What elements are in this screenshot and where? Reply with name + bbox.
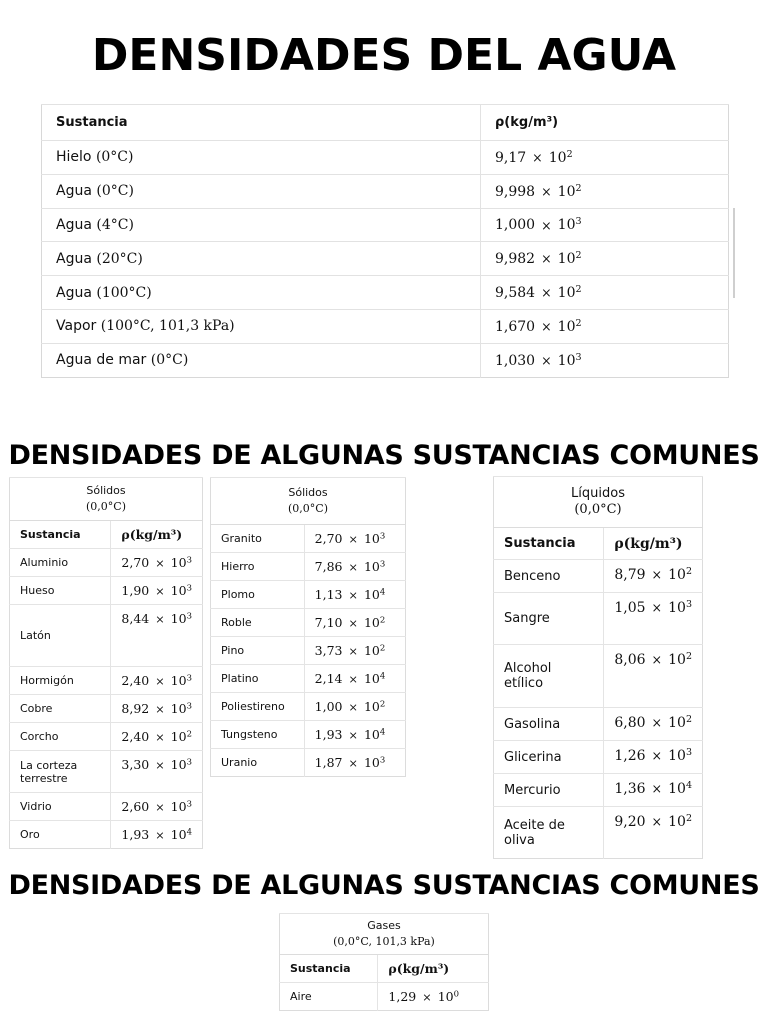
times-symbol: ×	[348, 757, 358, 770]
table-row	[280, 983, 489, 1011]
table-row	[10, 605, 203, 667]
exponent: 2	[575, 317, 582, 329]
base: 10	[557, 352, 576, 369]
exponent: 2	[575, 182, 582, 194]
exponent: 2	[575, 283, 582, 295]
mantissa: 1,00	[314, 699, 343, 714]
times-symbol: ×	[348, 533, 358, 546]
substance-name: Platino	[211, 665, 305, 693]
base: 10	[557, 217, 576, 234]
table-row	[10, 667, 203, 695]
header-density: ρ(kg/m³)	[111, 521, 203, 549]
substance-condition: (20°C)	[96, 250, 143, 267]
density-value	[481, 242, 729, 276]
density-value	[304, 637, 405, 665]
density-value	[304, 609, 405, 637]
page-title: DENSIDADES DEL AGUA	[91, 30, 677, 81]
caption-row	[10, 478, 203, 521]
density-value	[481, 141, 729, 175]
mantissa: 1,13	[314, 587, 343, 602]
exponent: 2	[186, 729, 192, 740]
caption-title: Sólidos	[86, 484, 126, 497]
substance-condition: (100°C)	[96, 284, 152, 301]
base: 10	[170, 799, 187, 814]
times-symbol: ×	[651, 748, 663, 764]
mantissa: 2,40	[121, 729, 150, 744]
table-row	[10, 577, 203, 605]
table-row	[211, 693, 406, 721]
mantissa: 9,998	[495, 183, 536, 200]
exponent: 3	[575, 216, 582, 228]
table-row	[42, 276, 729, 310]
mantissa: 7,10	[314, 615, 343, 630]
times-symbol: ×	[651, 781, 663, 797]
density-value	[604, 807, 703, 859]
density-value	[111, 667, 203, 695]
exponent: 3	[186, 757, 192, 768]
mantissa: 1,93	[121, 827, 150, 842]
times-symbol: ×	[651, 814, 663, 830]
exponent: 3	[186, 611, 192, 622]
times-symbol: ×	[651, 715, 663, 731]
table-caption	[211, 478, 406, 525]
header-row	[42, 105, 729, 141]
base: 10	[363, 755, 380, 770]
caption-condition: (0,0°C)	[288, 502, 328, 515]
substance-name: Benceno	[494, 560, 604, 593]
density-value	[481, 208, 729, 242]
substance-name: Roble	[211, 609, 305, 637]
table-row	[10, 723, 203, 751]
mantissa: 9,20	[614, 814, 646, 831]
base: 10	[170, 583, 187, 598]
substance-cell	[42, 208, 481, 242]
table-row	[211, 553, 406, 581]
density-value	[604, 593, 703, 645]
exponent: 2	[575, 250, 582, 262]
substance-name: Aceite de oliva	[494, 807, 604, 859]
substance-name: Oro	[10, 821, 111, 849]
exponent: 3	[379, 531, 386, 542]
exponent: 2	[566, 148, 573, 160]
mantissa: 1,29	[388, 989, 417, 1004]
base: 10	[668, 567, 686, 584]
substance-cell	[42, 141, 481, 175]
substance-name: Hueso	[10, 577, 111, 605]
table-row	[494, 560, 703, 593]
substance-name: Gasolina	[494, 708, 604, 741]
density-value	[604, 741, 703, 774]
table-row	[211, 581, 406, 609]
density-value	[304, 525, 405, 553]
caption-condition: (0,0°C, 101,3 kPa)	[333, 935, 435, 948]
base: 10	[557, 183, 576, 200]
times-symbol: ×	[541, 251, 552, 267]
times-symbol: ×	[541, 352, 552, 368]
mantissa: 6,80	[614, 715, 646, 732]
exponent: 2	[685, 566, 692, 577]
base: 10	[668, 781, 686, 798]
times-symbol: ×	[348, 645, 358, 658]
base: 10	[557, 251, 576, 268]
exponent: 3	[685, 747, 692, 758]
density-value	[481, 276, 729, 310]
table-row	[494, 708, 703, 741]
gases-table	[279, 913, 489, 1011]
table-row	[494, 645, 703, 708]
substance-name: Uranio	[211, 749, 305, 777]
table-row	[10, 695, 203, 723]
table-row	[10, 821, 203, 849]
mantissa: 1,030	[495, 352, 536, 369]
mantissa: 8,79	[614, 567, 646, 584]
caption-title: Gases	[367, 919, 401, 932]
header-density: ρ(kg/m³)	[378, 955, 489, 983]
substance-cell	[42, 309, 481, 343]
water-density-table	[41, 104, 729, 378]
times-symbol: ×	[651, 652, 663, 668]
base: 10	[668, 600, 686, 617]
substance-name: Tungsteno	[211, 721, 305, 749]
substance-condition: (0°C)	[95, 149, 134, 166]
table-row	[211, 609, 406, 637]
table-row	[494, 593, 703, 645]
table-row	[42, 242, 729, 276]
substance-name: Agua	[56, 216, 97, 233]
base: 10	[363, 559, 380, 574]
solids-table-2	[210, 477, 406, 777]
exponent: 4	[379, 587, 386, 598]
mantissa: 1,87	[314, 755, 343, 770]
table-row	[42, 343, 729, 377]
section-title-common: DENSIDADES DE ALGUNAS SUSTANCIAS COMUNES	[8, 440, 760, 471]
base: 10	[557, 319, 576, 335]
base: 10	[170, 555, 187, 570]
base: 10	[170, 729, 187, 744]
density-value	[111, 695, 203, 723]
substance-cell	[42, 276, 481, 310]
base: 10	[363, 531, 380, 546]
mantissa: 1,000	[495, 217, 536, 234]
table-row	[10, 793, 203, 821]
times-symbol: ×	[348, 617, 358, 630]
times-symbol: ×	[155, 829, 165, 842]
base: 10	[363, 699, 380, 714]
times-symbol: ×	[541, 285, 552, 301]
substance-name: Glicerina	[494, 741, 604, 774]
substance-name: Poliestireno	[211, 693, 305, 721]
times-symbol: ×	[155, 759, 165, 772]
table-row	[494, 741, 703, 774]
substance-name: Aluminio	[10, 549, 111, 577]
mantissa: 2,70	[121, 555, 150, 570]
times-symbol: ×	[155, 731, 165, 744]
base: 10	[668, 715, 686, 732]
solids-table-1	[9, 477, 203, 849]
substance-name: Corcho	[10, 723, 111, 751]
times-symbol: ×	[532, 150, 543, 166]
exponent: 3	[186, 799, 192, 810]
base: 10	[170, 673, 187, 688]
table-row	[211, 749, 406, 777]
density-value	[604, 708, 703, 741]
mantissa: 9,982	[495, 251, 536, 268]
base: 10	[363, 727, 380, 742]
caption-title: Líquidos	[571, 486, 625, 501]
substance-name: Sangre	[494, 593, 604, 645]
header-row	[494, 528, 703, 560]
exponent: 3	[186, 583, 192, 594]
times-symbol: ×	[348, 673, 358, 686]
table-row	[494, 774, 703, 807]
density-value	[481, 343, 729, 377]
exponent: 2	[379, 643, 386, 654]
density-value	[111, 821, 203, 849]
caption-row	[494, 477, 703, 528]
table-row	[211, 665, 406, 693]
substance-cell	[42, 174, 481, 208]
substance-name: Agua de mar	[56, 352, 151, 369]
substance-name: Granito	[211, 525, 305, 553]
table-row	[42, 309, 729, 343]
exponent: 3	[379, 755, 386, 766]
substance-name: Cobre	[10, 695, 111, 723]
exponent: 2	[685, 813, 692, 824]
substance-name: Latón	[10, 605, 111, 667]
times-symbol: ×	[155, 613, 165, 626]
table-row	[42, 141, 729, 175]
times-symbol: ×	[541, 183, 552, 199]
mantissa: 1,26	[614, 748, 646, 765]
header-density: ρ(kg/m³)	[481, 105, 729, 141]
exponent: 4	[685, 780, 692, 791]
table-row	[42, 208, 729, 242]
substance-name: Vidrio	[10, 793, 111, 821]
density-value	[304, 665, 405, 693]
density-value	[604, 774, 703, 807]
times-symbol: ×	[348, 729, 358, 742]
mantissa: 8,06	[614, 652, 646, 669]
density-value	[111, 577, 203, 605]
table-row	[494, 807, 703, 859]
density-value	[304, 721, 405, 749]
substance-name: La corteza terrestre	[10, 751, 111, 793]
times-symbol: ×	[155, 703, 165, 716]
density-value	[111, 793, 203, 821]
exponent: 4	[379, 727, 386, 738]
exponent: 3	[575, 351, 582, 363]
exponent: 0	[453, 989, 460, 1000]
table-row	[211, 721, 406, 749]
substance-name: Hierro	[211, 553, 305, 581]
mantissa: 7,86	[314, 559, 343, 574]
exponent: 2	[379, 699, 386, 710]
mantissa: 2,40	[121, 673, 150, 688]
exponent: 3	[186, 555, 192, 566]
substance-name: Pino	[211, 637, 305, 665]
times-symbol: ×	[155, 557, 165, 570]
liquids-table	[493, 476, 703, 859]
mantissa: 8,92	[121, 701, 150, 716]
mantissa: 1,670	[495, 319, 536, 335]
base: 10	[170, 827, 187, 842]
exponent: 2	[379, 615, 386, 626]
density-value	[604, 560, 703, 593]
table-row	[211, 637, 406, 665]
times-symbol: ×	[348, 701, 358, 714]
substance-name: Vapor	[56, 318, 101, 335]
base: 10	[668, 814, 686, 831]
caption-row	[280, 914, 489, 955]
density-value	[111, 605, 203, 667]
base: 10	[170, 611, 187, 626]
times-symbol: ×	[155, 585, 165, 598]
times-symbol: ×	[422, 991, 432, 1004]
substance-condition: (0°C)	[96, 183, 134, 200]
times-symbol: ×	[541, 319, 552, 334]
header-substance: Sustancia	[42, 105, 481, 141]
substance-name: Agua	[56, 284, 97, 301]
density-value	[481, 174, 729, 208]
mantissa: 1,05	[614, 600, 646, 617]
mantissa: 8,44	[121, 611, 150, 626]
substance-name: Hielo	[56, 149, 96, 166]
header-substance: Sustancia	[280, 955, 378, 983]
substance-name: Aire	[280, 983, 378, 1011]
density-value	[304, 581, 405, 609]
density-value	[304, 553, 405, 581]
mantissa: 9,17	[495, 150, 527, 167]
density-value	[481, 309, 729, 343]
times-symbol: ×	[651, 600, 663, 616]
header-substance: Sustancia	[10, 521, 111, 549]
mantissa: 1,36	[614, 781, 646, 798]
mantissa: 2,14	[314, 671, 343, 686]
times-symbol: ×	[541, 217, 552, 233]
mantissa: 1,90	[121, 583, 150, 598]
density-value	[111, 723, 203, 751]
table-row	[211, 525, 406, 553]
substance-name: Mercurio	[494, 774, 604, 807]
base: 10	[437, 989, 454, 1004]
header-row	[10, 521, 203, 549]
times-symbol: ×	[651, 567, 663, 583]
base: 10	[668, 652, 686, 669]
header-row	[280, 955, 489, 983]
mantissa: 9,584	[495, 285, 536, 302]
substance-condition: (0°C)	[150, 352, 189, 369]
caption-condition: (0,0°C)	[86, 500, 126, 513]
table-caption	[10, 478, 203, 521]
density-value	[604, 645, 703, 708]
substance-cell	[42, 343, 481, 377]
times-symbol: ×	[348, 589, 358, 602]
caption-condition: (0,0°C)	[574, 502, 622, 517]
times-symbol: ×	[155, 801, 165, 814]
substance-condition: (4°C)	[96, 216, 134, 233]
exponent: 3	[379, 559, 386, 570]
substance-name: Alcohol etílico	[494, 645, 604, 708]
header-substance: Sustancia	[494, 528, 604, 560]
base: 10	[363, 671, 380, 686]
substance-name: Plomo	[211, 581, 305, 609]
exponent: 4	[186, 827, 192, 838]
base: 10	[668, 748, 686, 765]
substance-name: Hormigón	[10, 667, 111, 695]
exponent: 3	[186, 701, 192, 712]
table-caption	[280, 914, 489, 955]
base: 10	[170, 701, 187, 716]
exponent: 2	[685, 651, 692, 662]
mantissa: 1,93	[314, 727, 343, 742]
base: 10	[363, 615, 380, 630]
exponent: 3	[186, 673, 192, 684]
caption-row	[211, 478, 406, 525]
table-row	[10, 549, 203, 577]
density-value	[111, 549, 203, 577]
base: 10	[548, 150, 567, 167]
density-value	[378, 983, 489, 1011]
exponent: 4	[379, 671, 386, 682]
mantissa: 3,73	[314, 643, 343, 658]
caption-title: Sólidos	[288, 486, 328, 499]
mantissa: 3,30	[121, 757, 150, 772]
substance-name: Agua	[56, 183, 97, 200]
times-symbol: ×	[348, 561, 358, 574]
exponent: 3	[685, 599, 692, 610]
base: 10	[363, 587, 380, 602]
mantissa: 2,60	[121, 799, 150, 814]
table-row	[10, 751, 203, 793]
density-value	[304, 693, 405, 721]
table-caption	[494, 477, 703, 528]
section-title-common-2: DENSIDADES DE ALGUNAS SUSTANCIAS COMUNES	[8, 870, 760, 901]
base: 10	[363, 643, 380, 658]
substance-name: Agua	[56, 250, 97, 267]
base: 10	[170, 757, 187, 772]
density-value	[111, 751, 203, 793]
substance-cell	[42, 242, 481, 276]
substance-condition: (100°C, 101,3 kPa)	[100, 318, 235, 335]
table-row	[42, 174, 729, 208]
header-density: ρ(kg/m³)	[604, 528, 703, 560]
exponent: 2	[685, 714, 692, 725]
times-symbol: ×	[155, 675, 165, 688]
mantissa: 2,70	[314, 531, 343, 546]
density-value	[304, 749, 405, 777]
base: 10	[557, 285, 576, 302]
scrollbar[interactable]	[733, 208, 735, 298]
